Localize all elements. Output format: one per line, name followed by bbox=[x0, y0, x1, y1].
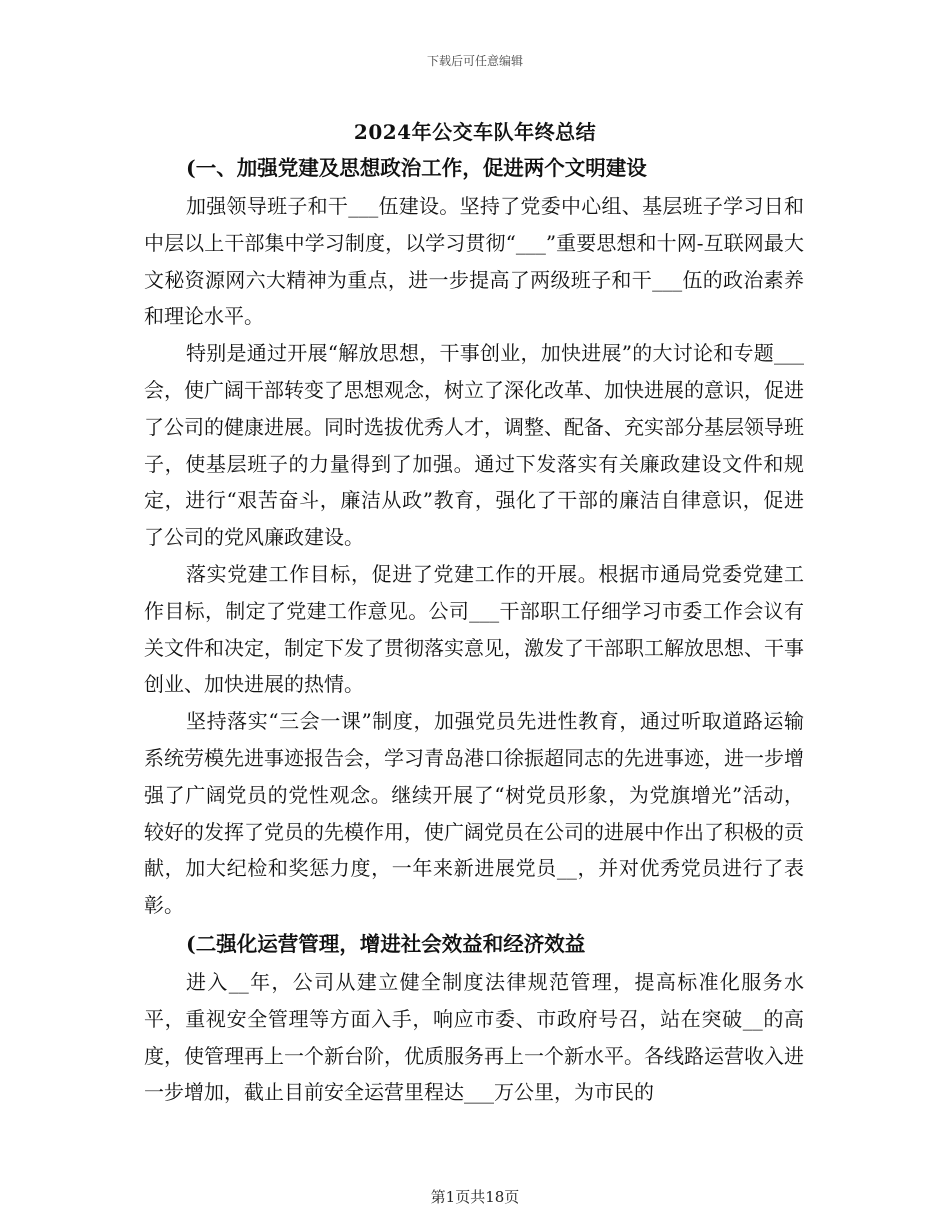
document-title: 2024年公交车队年终总结 bbox=[353, 120, 597, 144]
header-note: 下载后可任意编辑 bbox=[426, 54, 523, 68]
section-1-paragraph-1: 加强领导班子和干___伍建设。坚持了党委中心组、基层班子学习日和中层以上干部集中学习制度，以学习贯彻“___”重要思想和十网-互联网最大文秘资源网六大精神为重点，进一步提高了两级班子和干___伍的政治素养和理论水平。 bbox=[144, 194, 804, 329]
page-footer: 第1页共18页 bbox=[430, 1188, 520, 1206]
section-1-paragraph-4: 坚持落实“三会一课”制度，加强党员先进性教育，通过听取道路运输系统劳模先进事迹报告会，学习青岛港口徐振超同志的先进事迹，进一步增强了广阔党员的党性观念。继续开展了“树党员形象，为党旗增光”活动，较好的发挥了党员的先模作用，使广阔党员在公司的进展中作出了积极的贡献，加大纪检和奖惩力度，一年来新进展党员__，并对优秀党员进行了表彰。 bbox=[144, 709, 804, 918]
document-body bbox=[144, 148, 804, 1111]
section-1-paragraph-2: 特别是通过开展“解放思想，干事创业，加快进展”的大讨论和专题___会，使广阔干部转变了思想观念，树立了深化改革、加快进展的意识，促进了公司的健康进展。同时选拔优秀人才，调整、配备、充实部分基层领导班子，使基层班子的力量得到了加强。通过下发落实有关廉政建设文件和规定，进行“艰苦奋斗，廉洁从政”教育，强化了干部的廉洁自律意识，促进了公司的党风廉政建设。 bbox=[144, 341, 804, 550]
section-2-heading: (二强化运营管理，增进社会效益和经济效益 bbox=[186, 931, 586, 956]
section-1-heading: (一、加强党建及思想政治工作，促进两个文明建设 bbox=[186, 156, 647, 180]
section-2-paragraph-1: 进入__年，公司从建立健全制度法律规范管理，提高标准化服务水平，重视安全管理等方面入手，响应市委、市政府号召，站在突破__的高度，使管理再上一个新台阶，优质服务再上一个新水平。各线路运营收入进一步增加，截止目前安全运营里程达___万公里，为市民的 bbox=[144, 969, 804, 1105]
section-1-paragraph-3: 落实党建工作目标，促进了党建工作的开展。根据市通局党委党建工作目标，制定了党建工作意见。公司___干部职工仔细学习市委工作会议有关文件和决定，制定下发了贯彻落实意见，激发了干部职工解放思想、干事创业、加快进展的热情。 bbox=[144, 561, 804, 697]
